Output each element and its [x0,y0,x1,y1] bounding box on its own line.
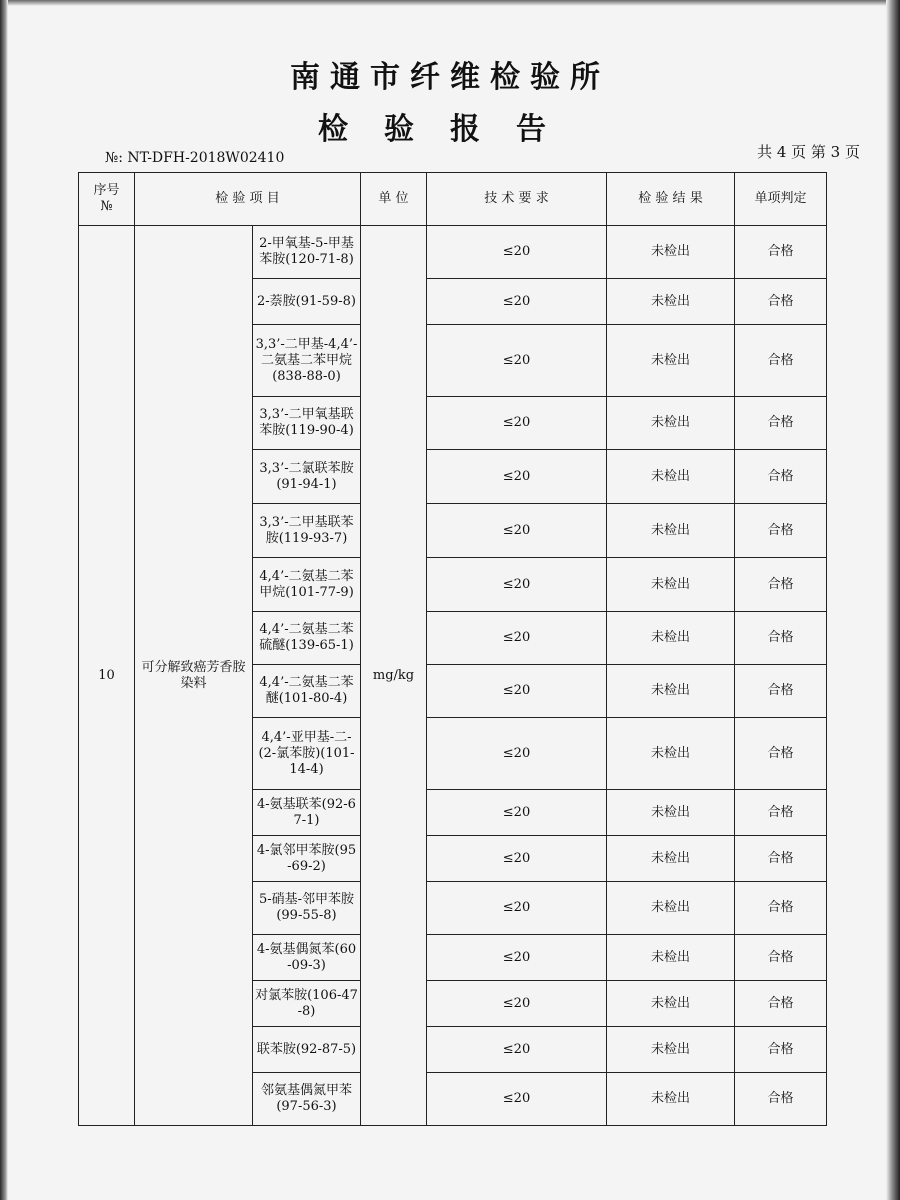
report-title: 检验报告 [318,112,582,147]
test-item: 4,4’-二氨基二苯醚(101-80-4) [253,665,361,718]
requirement-cell: ≤20 [427,882,607,935]
header-result: 检 验 结 果 [607,173,735,226]
result-cell: 未检出 [607,981,735,1027]
requirement-cell: ≤20 [427,836,607,882]
requirement-cell: ≤20 [427,981,607,1027]
result-cell: 未检出 [607,935,735,981]
requirement-cell: ≤20 [427,718,607,790]
requirement-cell: ≤20 [427,1073,607,1126]
judgement-cell: 合格 [735,836,827,882]
requirement-cell: ≤20 [427,612,607,665]
judgement-cell: 合格 [735,1027,827,1073]
judgement-cell: 合格 [735,981,827,1027]
requirement-cell: ≤20 [427,790,607,836]
group-unit: mg/kg [361,226,427,1126]
test-item: 5-硝基-邻甲苯胺(99-55-8) [253,882,361,935]
judgement-cell: 合格 [735,935,827,981]
header-unit: 单 位 [361,173,427,226]
result-cell: 未检出 [607,279,735,325]
result-cell: 未检出 [607,1027,735,1073]
requirement-cell: ≤20 [427,397,607,450]
group-name: 可分解致癌芳香胺染料 [135,226,253,1126]
requirement-cell: ≤20 [427,935,607,981]
test-item: 4-氨基偶氮苯(60-09-3) [253,935,361,981]
result-cell: 未检出 [607,558,735,612]
result-cell: 未检出 [607,450,735,504]
result-cell: 未检出 [607,790,735,836]
judgement-cell: 合格 [735,226,827,279]
judgement-cell: 合格 [735,558,827,612]
result-cell: 未检出 [607,718,735,790]
requirement-cell: ≤20 [427,558,607,612]
test-item: 3,3’-二甲基-4,4’-二氨基二苯甲烷(838-88-0) [253,325,361,397]
test-item: 3,3’-二甲氧基联苯胺(119-90-4) [253,397,361,450]
test-item: 对氯苯胺(106-47-8) [253,981,361,1027]
requirement-cell: ≤20 [427,279,607,325]
result-cell: 未检出 [607,325,735,397]
test-item: 4,4’-二氨基二苯甲烷(101-77-9) [253,558,361,612]
requirement-cell: ≤20 [427,504,607,558]
org-name: 南通市纤维检验所 [290,60,610,95]
result-cell: 未检出 [607,504,735,558]
judgement-cell: 合格 [735,790,827,836]
test-item: 2-甲氧基-5-甲基苯胺(120-71-8) [253,226,361,279]
table-header-row [79,173,827,226]
test-item: 邻氨基偶氮甲苯(97-56-3) [253,1073,361,1126]
judgement-cell: 合格 [735,325,827,397]
result-cell: 未检出 [607,836,735,882]
result-cell: 未检出 [607,665,735,718]
result-cell: 未检出 [607,1073,735,1126]
judgement-cell: 合格 [735,718,827,790]
judgement-cell: 合格 [735,612,827,665]
header-requirement: 技 术 要 求 [427,173,607,226]
requirement-cell: ≤20 [427,1027,607,1073]
judgement-cell: 合格 [735,665,827,718]
judgement-cell: 合格 [735,1073,827,1126]
group-seq: 10 [79,226,135,1126]
requirement-cell: ≤20 [427,450,607,504]
result-cell: 未检出 [607,226,735,279]
header-seq [79,173,135,226]
requirement-cell: ≤20 [427,665,607,718]
table-row [79,226,827,279]
result-cell: 未检出 [607,882,735,935]
test-item: 4-氨基联苯(92-67-1) [253,790,361,836]
header-item: 检 验 项 目 [135,173,361,226]
test-item: 3,3’-二甲基联苯胺(119-93-7) [253,504,361,558]
judgement-cell: 合格 [735,279,827,325]
header-seq-label: 序号 [93,183,120,198]
test-item: 4-氯邻甲苯胺(95-69-2) [253,836,361,882]
judgement-cell: 合格 [735,882,827,935]
report-number: №: NT-DFH-2018W02410 [105,150,285,166]
inspection-table [78,172,827,1126]
page-info: 共 4 页 第 3 页 [757,143,860,161]
test-item: 3,3’-二氯联苯胺(91-94-1) [253,450,361,504]
test-item: 4,4’-二氨基二苯硫醚(139-65-1) [253,612,361,665]
judgement-cell: 合格 [735,397,827,450]
judgement-cell: 合格 [735,504,827,558]
header-seq-no: № [100,199,113,214]
judgement-cell: 合格 [735,450,827,504]
result-cell: 未检出 [607,612,735,665]
test-item: 4,4’-亚甲基-二-(2-氯苯胺)(101-14-4) [253,718,361,790]
requirement-cell: ≤20 [427,226,607,279]
test-item: 2-萘胺(91-59-8) [253,279,361,325]
header-judgement: 单项判定 [735,173,827,226]
requirement-cell: ≤20 [427,325,607,397]
test-item: 联苯胺(92-87-5) [253,1027,361,1073]
result-cell: 未检出 [607,397,735,450]
